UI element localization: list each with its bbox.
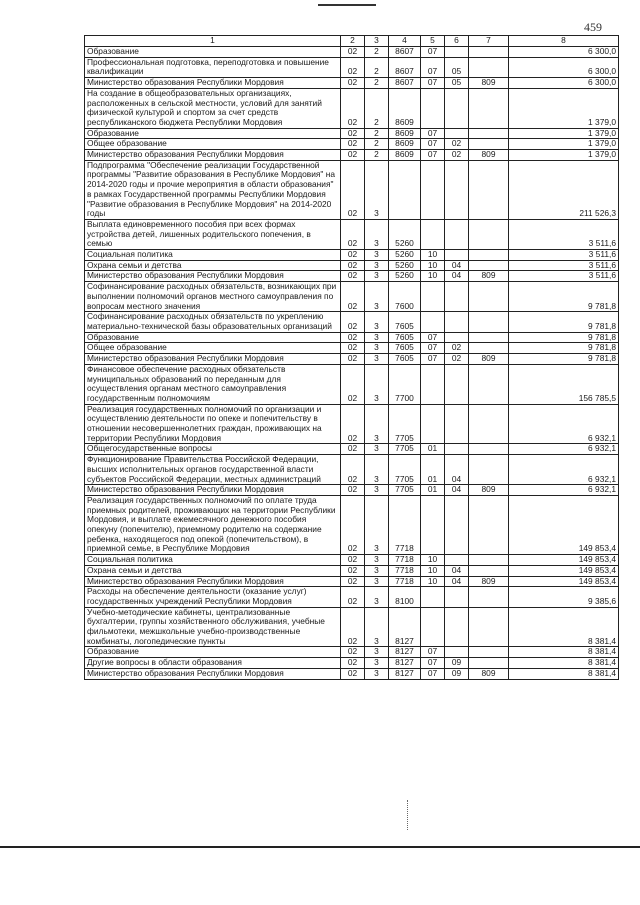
table-row [85, 354, 619, 365]
row-code-2-cell: 02 [341, 444, 365, 455]
row-name-cell: Социальная политика [85, 555, 341, 566]
row-code-7-cell: 809 [469, 485, 509, 496]
row-code-5-cell: 07 [421, 647, 445, 658]
row-code-7-cell [469, 282, 509, 312]
row-name-cell: Министерство образования Республики Мордовия [85, 354, 341, 365]
row-code-6-cell [445, 160, 469, 219]
row-name-cell: Общее образование [85, 139, 341, 150]
row-code-3-cell: 2 [365, 128, 389, 139]
row-name-cell: Социальная политика [85, 250, 341, 261]
row-code-5-cell: 10 [421, 260, 445, 271]
row-code-5-cell: 10 [421, 576, 445, 587]
row-code-7-cell [469, 587, 509, 607]
row-code-4-cell: 7705 [389, 485, 421, 496]
table-row [85, 312, 619, 332]
table-row [85, 271, 619, 282]
row-code-6-cell [445, 555, 469, 566]
row-name-cell: Общегосударственные вопросы [85, 444, 341, 455]
table-row [85, 78, 619, 89]
row-amount-cell: 3 511,6 [509, 260, 619, 271]
row-code-5-cell: 10 [421, 555, 445, 566]
row-code-7-cell [469, 364, 509, 404]
table-row [85, 658, 619, 669]
row-name-cell: Министерство образования Республики Мордовия [85, 576, 341, 587]
row-code-3-cell: 3 [365, 260, 389, 271]
row-code-5-cell: 10 [421, 565, 445, 576]
row-code-7-cell [469, 128, 509, 139]
row-amount-cell: 6 932,1 [509, 485, 619, 496]
row-amount-cell: 6 300,0 [509, 78, 619, 89]
row-code-7-cell: 809 [469, 78, 509, 89]
table-row [85, 444, 619, 455]
row-code-3-cell: 3 [365, 495, 389, 554]
table-row [85, 565, 619, 576]
row-amount-cell: 1 379,0 [509, 128, 619, 139]
row-amount-cell: 6 300,0 [509, 47, 619, 58]
row-code-3-cell: 3 [365, 354, 389, 365]
row-name-cell: Образование [85, 647, 341, 658]
row-code-4-cell: 7718 [389, 555, 421, 566]
row-code-3-cell: 3 [365, 587, 389, 607]
row-code-4-cell: 8127 [389, 647, 421, 658]
row-code-3-cell: 3 [365, 576, 389, 587]
table-row [85, 128, 619, 139]
table-row [85, 647, 619, 658]
row-amount-cell: 9 781,8 [509, 312, 619, 332]
row-name-cell: Другие вопросы в области образования [85, 658, 341, 669]
row-code-6-cell: 04 [445, 576, 469, 587]
row-amount-cell: 1 379,0 [509, 150, 619, 161]
table-row [85, 47, 619, 58]
row-code-6-cell [445, 607, 469, 647]
row-code-3-cell: 3 [365, 658, 389, 669]
row-code-2-cell: 02 [341, 647, 365, 658]
row-code-4-cell: 8127 [389, 668, 421, 679]
row-code-6-cell [445, 332, 469, 343]
row-code-3-cell: 3 [365, 404, 389, 444]
row-amount-cell: 9 781,8 [509, 282, 619, 312]
row-code-4-cell: 8607 [389, 57, 421, 77]
row-code-7-cell [469, 312, 509, 332]
row-code-4-cell: 8127 [389, 607, 421, 647]
header-col-7: 7 [469, 36, 509, 47]
row-code-2-cell: 02 [341, 404, 365, 444]
row-code-7-cell: 809 [469, 668, 509, 679]
row-name-cell: Общее образование [85, 343, 341, 354]
table-row [85, 495, 619, 554]
row-code-4-cell: 5260 [389, 219, 421, 249]
row-code-7-cell [469, 160, 509, 219]
row-code-6-cell: 05 [445, 78, 469, 89]
table-row [85, 404, 619, 444]
row-code-6-cell [445, 47, 469, 58]
row-code-2-cell: 02 [341, 78, 365, 89]
row-code-5-cell [421, 587, 445, 607]
row-code-4-cell: 8607 [389, 78, 421, 89]
row-code-6-cell: 04 [445, 485, 469, 496]
row-code-4-cell [389, 160, 421, 219]
table-row [85, 260, 619, 271]
row-code-6-cell: 09 [445, 668, 469, 679]
row-code-7-cell [469, 565, 509, 576]
row-code-3-cell: 2 [365, 78, 389, 89]
row-code-6-cell: 04 [445, 455, 469, 485]
header-col-4: 4 [389, 36, 421, 47]
row-code-2-cell: 02 [341, 128, 365, 139]
row-code-5-cell [421, 88, 445, 128]
row-code-4-cell: 7705 [389, 455, 421, 485]
table-row [85, 282, 619, 312]
row-code-6-cell [445, 312, 469, 332]
table-row [85, 607, 619, 647]
header-col-5: 5 [421, 36, 445, 47]
row-code-5-cell: 07 [421, 658, 445, 669]
row-code-5-cell: 07 [421, 332, 445, 343]
table-row [85, 150, 619, 161]
row-name-cell: Софинансирование расходных обязательств, возникающих при выполнении полномочий органов местного самоуправления по вопросам местного значения [85, 282, 341, 312]
row-code-5-cell: 01 [421, 485, 445, 496]
row-amount-cell: 3 511,6 [509, 219, 619, 249]
row-name-cell: Профессиональная подготовка, переподготовка и повышение квалификации [85, 57, 341, 77]
row-code-5-cell: 01 [421, 455, 445, 485]
row-code-4-cell: 7718 [389, 495, 421, 554]
row-code-7-cell [469, 219, 509, 249]
row-code-7-cell: 809 [469, 354, 509, 365]
row-name-cell: Выплата единовременного пособия при всех формах устройства детей, лишенных родительского попечения, в семью [85, 219, 341, 249]
row-amount-cell: 9 781,8 [509, 354, 619, 365]
row-code-4-cell: 7605 [389, 343, 421, 354]
row-code-3-cell: 2 [365, 57, 389, 77]
row-code-2-cell: 02 [341, 343, 365, 354]
row-code-2-cell: 02 [341, 57, 365, 77]
row-code-5-cell: 07 [421, 150, 445, 161]
row-code-2-cell: 02 [341, 587, 365, 607]
table-row [85, 668, 619, 679]
row-amount-cell: 149 853,4 [509, 576, 619, 587]
row-code-6-cell [445, 495, 469, 554]
row-name-cell: Учебно-методические кабинеты, централизованные бухгалтерии, группы хозяйственного обслуживания, учебные фильмотеки, межшкольные учебно-производственные комбинаты, логопедические пункты [85, 607, 341, 647]
row-name-cell: Охрана семьи и детства [85, 260, 341, 271]
margin-mark [407, 800, 410, 830]
row-code-2-cell: 02 [341, 88, 365, 128]
row-code-5-cell [421, 495, 445, 554]
row-amount-cell: 1 379,0 [509, 88, 619, 128]
row-code-4-cell: 7605 [389, 354, 421, 365]
row-code-6-cell: 02 [445, 354, 469, 365]
row-code-4-cell: 5260 [389, 260, 421, 271]
table-row [85, 576, 619, 587]
row-code-5-cell [421, 364, 445, 404]
table-row [85, 364, 619, 404]
row-code-6-cell [445, 128, 469, 139]
row-code-7-cell [469, 250, 509, 261]
row-code-5-cell: 07 [421, 139, 445, 150]
row-name-cell: На создание в общеобразовательных организациях, расположенных в сельской местности, условий для занятий физической культурой и спортом за счет средств республиканского бюджета Республики Мордовия [85, 88, 341, 128]
row-code-4-cell: 8609 [389, 128, 421, 139]
row-amount-cell: 6 932,1 [509, 404, 619, 444]
row-amount-cell: 9 385,6 [509, 587, 619, 607]
row-code-4-cell: 7605 [389, 312, 421, 332]
row-amount-cell: 6 932,1 [509, 444, 619, 455]
table-body [85, 47, 619, 680]
row-code-7-cell [469, 444, 509, 455]
row-amount-cell: 6 932,1 [509, 455, 619, 485]
row-name-cell: Министерство образования Республики Мордовия [85, 78, 341, 89]
row-code-3-cell: 2 [365, 88, 389, 128]
row-name-cell: Подпрограмма "Обеспечение реализации Государственной программы "Развитие образования в Республике Мордовия" на 2014-2020 годы и прочие мероприятия в области образования" в рамках Государственной программы Республики Мордовия "Развитие образования в Республике Мордовия" на 2014-2020 годы [85, 160, 341, 219]
row-code-7-cell: 809 [469, 576, 509, 587]
row-code-4-cell: 8127 [389, 658, 421, 669]
row-name-cell: Реализация государственных полномочий по организации и осуществлению деятельности по опеке и попечительству в отношении несовершеннолетних граждан, проживающих на территории Республики Мордовия [85, 404, 341, 444]
table-row [85, 485, 619, 496]
row-code-4-cell: 8609 [389, 150, 421, 161]
row-code-6-cell: 05 [445, 57, 469, 77]
row-name-cell: Функционирование Правительства Российской Федерации, высших исполнительных органов государственной власти субъектов Российской Федерации, местных администраций [85, 455, 341, 485]
row-name-cell: Министерство образования Республики Мордовия [85, 271, 341, 282]
row-code-5-cell [421, 312, 445, 332]
row-code-6-cell [445, 219, 469, 249]
row-code-7-cell: 809 [469, 150, 509, 161]
row-code-3-cell: 3 [365, 343, 389, 354]
row-code-2-cell: 02 [341, 260, 365, 271]
row-code-2-cell: 02 [341, 250, 365, 261]
row-code-2-cell: 02 [341, 668, 365, 679]
row-code-2-cell: 02 [341, 139, 365, 150]
row-amount-cell: 3 511,6 [509, 250, 619, 261]
row-amount-cell: 149 853,4 [509, 495, 619, 554]
row-code-2-cell: 02 [341, 282, 365, 312]
row-code-5-cell [421, 607, 445, 647]
row-name-cell: Министерство образования Республики Мордовия [85, 668, 341, 679]
row-code-4-cell: 7705 [389, 404, 421, 444]
row-code-4-cell: 7718 [389, 565, 421, 576]
row-code-2-cell: 02 [341, 364, 365, 404]
row-code-4-cell: 8100 [389, 587, 421, 607]
table-row [85, 587, 619, 607]
header-col-2: 2 [341, 36, 365, 47]
row-code-7-cell [469, 343, 509, 354]
row-code-4-cell: 8609 [389, 88, 421, 128]
row-code-6-cell [445, 444, 469, 455]
row-code-5-cell: 01 [421, 444, 445, 455]
table-row [85, 160, 619, 219]
row-code-7-cell [469, 455, 509, 485]
header-col-6: 6 [445, 36, 469, 47]
row-code-3-cell: 3 [365, 565, 389, 576]
header-col-3: 3 [365, 36, 389, 47]
table-header-row [85, 36, 619, 47]
row-code-3-cell: 3 [365, 250, 389, 261]
row-code-7-cell [469, 647, 509, 658]
row-code-3-cell: 2 [365, 47, 389, 58]
row-code-5-cell: 07 [421, 57, 445, 77]
row-code-6-cell: 09 [445, 658, 469, 669]
row-code-2-cell: 02 [341, 332, 365, 343]
row-code-5-cell: 07 [421, 354, 445, 365]
row-code-2-cell: 02 [341, 271, 365, 282]
row-code-3-cell: 3 [365, 485, 389, 496]
row-name-cell: Реализация государственных полномочий по оплате труда приемных родителей, проживающих на территории Республики Мордовия, и выплате ежемесячного денежного пособия опекуну (попечителю), приемному родителю на содержание ребенка, находящегося под опекой (попечительством), в приемной семье, в Республике Мордовия [85, 495, 341, 554]
row-code-7-cell [469, 607, 509, 647]
row-code-2-cell: 02 [341, 495, 365, 554]
row-amount-cell: 3 511,6 [509, 271, 619, 282]
table-row [85, 455, 619, 485]
row-code-3-cell: 3 [365, 282, 389, 312]
row-amount-cell: 9 781,8 [509, 332, 619, 343]
row-name-cell: Министерство образования Республики Мордовия [85, 150, 341, 161]
row-code-5-cell: 10 [421, 271, 445, 282]
table-row [85, 250, 619, 261]
budget-table [84, 35, 619, 680]
row-code-4-cell: 7705 [389, 444, 421, 455]
table-row [85, 555, 619, 566]
row-code-7-cell [469, 260, 509, 271]
row-code-7-cell [469, 47, 509, 58]
row-code-2-cell: 02 [341, 47, 365, 58]
row-code-4-cell: 7718 [389, 576, 421, 587]
row-code-6-cell [445, 88, 469, 128]
row-code-3-cell: 3 [365, 312, 389, 332]
row-code-3-cell: 3 [365, 160, 389, 219]
bottom-rule [0, 846, 640, 848]
row-code-7-cell [469, 658, 509, 669]
row-code-7-cell [469, 495, 509, 554]
row-code-2-cell: 02 [341, 312, 365, 332]
row-code-6-cell [445, 250, 469, 261]
row-code-2-cell: 02 [341, 455, 365, 485]
table-row [85, 219, 619, 249]
table-row [85, 139, 619, 150]
row-code-7-cell [469, 57, 509, 77]
row-code-6-cell: 02 [445, 150, 469, 161]
row-code-5-cell: 07 [421, 47, 445, 58]
row-code-3-cell: 3 [365, 364, 389, 404]
row-code-6-cell [445, 647, 469, 658]
row-code-4-cell: 8607 [389, 47, 421, 58]
row-code-3-cell: 3 [365, 647, 389, 658]
row-amount-cell: 8 381,4 [509, 668, 619, 679]
row-name-cell: Охрана семьи и детства [85, 565, 341, 576]
row-code-5-cell: 07 [421, 343, 445, 354]
row-code-2-cell: 02 [341, 160, 365, 219]
row-amount-cell: 156 785,5 [509, 364, 619, 404]
page-number: 459 [584, 20, 602, 34]
row-code-4-cell: 7600 [389, 282, 421, 312]
row-code-5-cell: 07 [421, 128, 445, 139]
row-code-6-cell: 04 [445, 271, 469, 282]
row-code-2-cell: 02 [341, 219, 365, 249]
row-amount-cell: 6 300,0 [509, 57, 619, 77]
table-row [85, 57, 619, 77]
row-code-6-cell [445, 364, 469, 404]
table-row [85, 332, 619, 343]
table-row [85, 343, 619, 354]
row-name-cell: Софинансирование расходных обязательств по укреплению материально-технической базы образовательных организаций [85, 312, 341, 332]
row-name-cell: Расходы на обеспечение деятельности (оказание услуг) государственных учреждений Республики Мордовия [85, 587, 341, 607]
row-code-2-cell: 02 [341, 555, 365, 566]
row-code-4-cell: 7605 [389, 332, 421, 343]
row-code-7-cell: 809 [469, 271, 509, 282]
row-code-2-cell: 02 [341, 607, 365, 647]
row-code-5-cell [421, 219, 445, 249]
row-amount-cell: 1 379,0 [509, 139, 619, 150]
row-name-cell: Министерство образования Республики Мордовия [85, 485, 341, 496]
row-amount-cell: 9 781,8 [509, 343, 619, 354]
row-code-4-cell: 8609 [389, 139, 421, 150]
row-code-3-cell: 3 [365, 455, 389, 485]
header-col-8: 8 [509, 36, 619, 47]
row-code-3-cell: 3 [365, 271, 389, 282]
row-code-2-cell: 02 [341, 658, 365, 669]
row-amount-cell: 8 381,4 [509, 647, 619, 658]
row-amount-cell: 8 381,4 [509, 607, 619, 647]
row-code-3-cell: 2 [365, 150, 389, 161]
row-code-7-cell [469, 555, 509, 566]
row-code-6-cell [445, 404, 469, 444]
row-name-cell: Образование [85, 332, 341, 343]
row-code-7-cell [469, 332, 509, 343]
row-code-6-cell [445, 282, 469, 312]
row-code-4-cell: 5260 [389, 271, 421, 282]
row-code-6-cell: 02 [445, 139, 469, 150]
row-code-6-cell: 02 [445, 343, 469, 354]
header-col-1: 1 [85, 36, 341, 47]
row-code-5-cell [421, 404, 445, 444]
top-scan-mark [318, 4, 376, 6]
row-code-2-cell: 02 [341, 485, 365, 496]
row-code-7-cell [469, 404, 509, 444]
row-name-cell: Финансовое обеспечение расходных обязательств муниципальных образований по переданным для осуществления органам местного самоуправления государственным полномочиям [85, 364, 341, 404]
row-amount-cell: 149 853,4 [509, 555, 619, 566]
row-code-3-cell: 2 [365, 139, 389, 150]
row-amount-cell: 8 381,4 [509, 658, 619, 669]
row-code-3-cell: 3 [365, 555, 389, 566]
row-name-cell: Образование [85, 47, 341, 58]
row-code-6-cell [445, 587, 469, 607]
row-code-5-cell: 07 [421, 78, 445, 89]
row-code-5-cell: 10 [421, 250, 445, 261]
row-amount-cell: 211 526,3 [509, 160, 619, 219]
row-code-3-cell: 3 [365, 444, 389, 455]
row-code-7-cell [469, 88, 509, 128]
row-code-2-cell: 02 [341, 565, 365, 576]
row-code-2-cell: 02 [341, 354, 365, 365]
row-code-2-cell: 02 [341, 150, 365, 161]
row-code-5-cell [421, 160, 445, 219]
row-name-cell: Образование [85, 128, 341, 139]
row-code-6-cell: 04 [445, 260, 469, 271]
table-row [85, 88, 619, 128]
row-code-4-cell: 7700 [389, 364, 421, 404]
row-code-3-cell: 3 [365, 668, 389, 679]
row-code-3-cell: 3 [365, 607, 389, 647]
row-code-5-cell: 07 [421, 668, 445, 679]
row-code-5-cell [421, 282, 445, 312]
row-code-2-cell: 02 [341, 576, 365, 587]
row-code-3-cell: 3 [365, 219, 389, 249]
row-amount-cell: 149 853,4 [509, 565, 619, 576]
row-code-6-cell: 04 [445, 565, 469, 576]
row-code-4-cell: 5260 [389, 250, 421, 261]
row-code-3-cell: 3 [365, 332, 389, 343]
row-code-7-cell [469, 139, 509, 150]
